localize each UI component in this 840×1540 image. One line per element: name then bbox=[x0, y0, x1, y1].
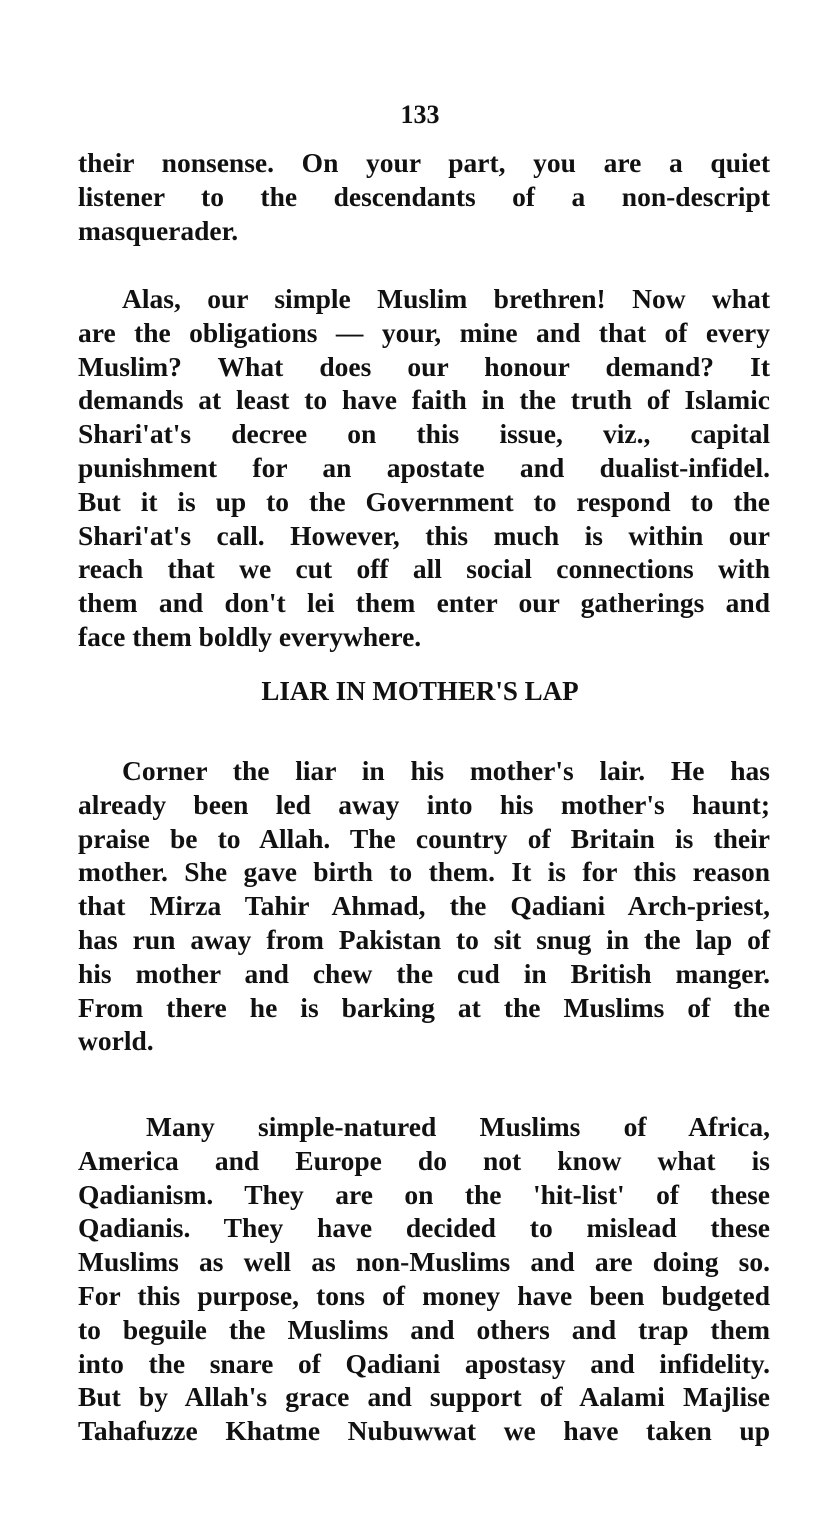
text-line: mother. She gave birth to them. It is for this reason bbox=[78, 856, 770, 888]
text-line: America and Europe do not know what is bbox=[78, 1144, 770, 1176]
text-line: demands at least to have faith in the truth of Islamic bbox=[78, 384, 770, 416]
text-line: has run away from Pakistan to sit snug in the lap of bbox=[78, 923, 770, 955]
paragraph-3 bbox=[78, 754, 770, 1058]
text-line: Shari'at's call. However, this much is within our bbox=[78, 519, 770, 551]
text-line: masquerader. bbox=[78, 214, 239, 246]
page-number: 133 bbox=[400, 100, 440, 129]
text-line: Alas, our simple Muslim brethren! Now what bbox=[122, 283, 770, 314]
text-line: Shari'at's decree on this issue, viz., capital bbox=[78, 418, 770, 450]
text-line: face them boldly everywhere. bbox=[78, 620, 422, 652]
text-line: listener to the descendants of a non-descript bbox=[78, 180, 770, 212]
text-line: already been led away into his mother's haunt; bbox=[78, 788, 770, 820]
text-line: praise be to Allah. The country of Britain is their bbox=[78, 822, 770, 854]
text-line: But it is up to the Government to respond to the bbox=[78, 485, 770, 517]
paragraph-4 bbox=[78, 1110, 770, 1448]
text-line: From there he is barking at the Muslims of the bbox=[78, 991, 770, 1023]
text-line: are the obligations — your, mine and that of every bbox=[78, 316, 770, 348]
text-line: reach that we cut off all social connections with bbox=[78, 553, 770, 585]
text-line: Muslims as well as non-Muslims and are doing so. bbox=[78, 1246, 770, 1278]
paragraph-1 bbox=[78, 146, 770, 247]
text-line: that Mirza Tahir Ahmad, the Qadiani Arch-priest, bbox=[78, 890, 770, 922]
text-line: into the snare of Qadiani apostasy and infidelity. bbox=[78, 1347, 770, 1379]
text-line: them and don't lei them enter our gatherings and bbox=[78, 587, 770, 619]
text-line: Corner the liar in his mother's lair. He has bbox=[122, 755, 770, 786]
paragraph-2 bbox=[78, 282, 770, 654]
text-line: his mother and chew the cud in British manger. bbox=[78, 957, 770, 989]
text-line: world. bbox=[78, 1025, 154, 1057]
text-line: punishment for an apostate and dualist-infidel. bbox=[78, 451, 770, 483]
text-line: Many simple-natured Muslims of Africa, bbox=[146, 1111, 770, 1142]
section-heading: LIAR IN MOTHER'S LAP bbox=[261, 676, 579, 706]
text-line: Qadianism. They are on the 'hit-list' of these bbox=[78, 1178, 770, 1210]
text-line: Qadianis. They have decided to mislead these bbox=[78, 1212, 770, 1244]
text-line: Muslim? What does our honour demand? It bbox=[78, 350, 770, 382]
text-line: their nonsense. On your part, you are a quiet bbox=[78, 147, 770, 178]
text-line: to beguile the Muslims and others and trap them bbox=[78, 1313, 770, 1345]
text-line: Tahafuzze Khatme Nubuwwat we have taken up bbox=[78, 1415, 770, 1447]
text-line: For this purpose, tons of money have been budgeted bbox=[78, 1279, 770, 1311]
text-line: But by Allah's grace and support of Aalami Majlise bbox=[78, 1381, 770, 1413]
